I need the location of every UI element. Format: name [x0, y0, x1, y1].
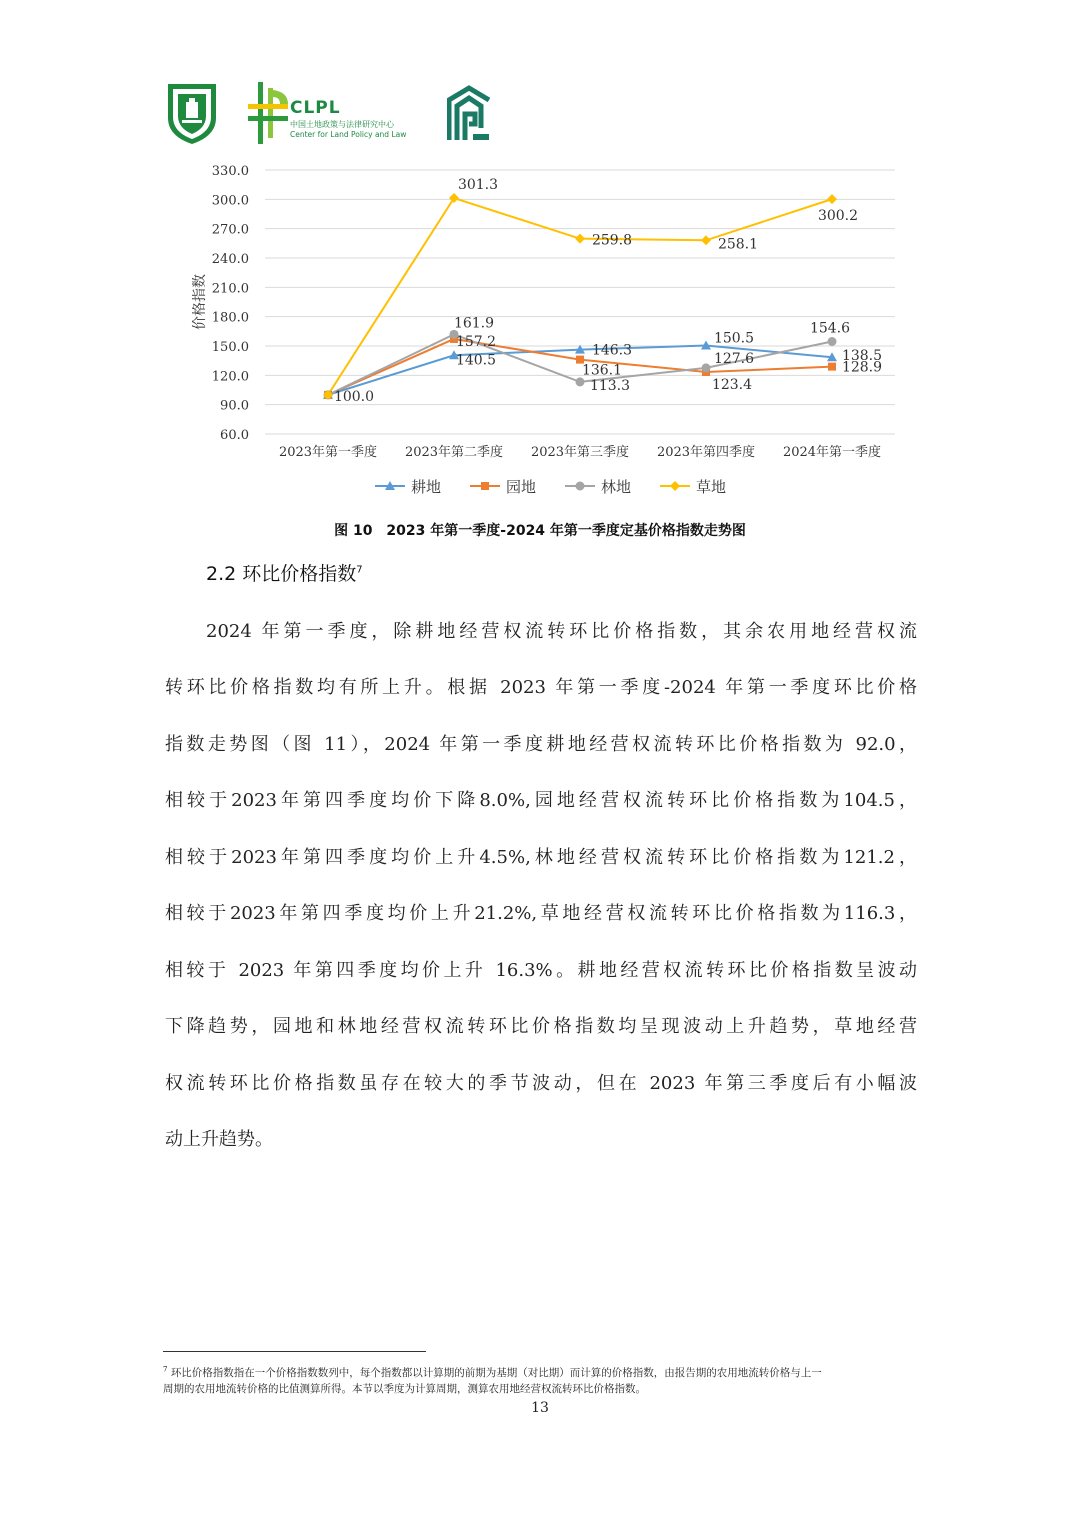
y-tick-label: 240.0 — [211, 252, 249, 267]
footnote-line-2: 周期的农用地流转价格的比值测算所得。本节以季度为计算周期，测算农用地经营权流转环比价格指数。 — [163, 1383, 646, 1395]
paragraph-line: 动上升趋势。 — [165, 1129, 273, 1150]
paragraph-line: 指数走势图（图 11），2024 年第一季度耕地经营权流转环比价格指数为 92.0， — [165, 734, 917, 755]
page-number: 13 — [531, 1400, 549, 1416]
data-label: 127.6 — [713, 350, 755, 367]
x-tick-label: 2023年第四季度 — [656, 445, 756, 460]
paragraph-line: 2024 年第一季度，除耕地经营权流转环比价格指数，其余农用地经营权流 — [206, 621, 917, 642]
data-label: 258.1 — [717, 236, 759, 253]
paragraph-line: 相较于 2023 年第四季度均价上升 16.3%。耕地经营权流转环比价格指数呈波动 — [165, 960, 917, 981]
paragraph-line: 相较于2023年第四季度均价上升4.5%,林地经营权流转环比价格指数为121.2， — [165, 847, 917, 868]
data-label: 140.5 — [455, 352, 497, 369]
header-logos — [162, 80, 502, 150]
legend-label: 耕地 — [411, 478, 442, 496]
clpl-title: CLPL — [290, 98, 341, 118]
y-tick-label: 300.0 — [211, 193, 249, 209]
clpl-subtitle-cn: 中国土地政策与法律研究中心 — [290, 120, 394, 129]
footnote-ref: 7 — [356, 564, 363, 576]
data-label: 161.9 — [453, 315, 495, 332]
clpl-logo-icon — [246, 80, 292, 146]
data-point-3-2 — [575, 234, 585, 244]
y-tick-label: 90.0 — [220, 398, 249, 414]
data-label: 100.0 — [333, 388, 375, 405]
section-heading-text: 2.2 环比价格指数 — [206, 563, 357, 585]
paragraph-line: 权流转环比价格指数虽存在较大的季节波动，但在 2023 年第三季度后有小幅波 — [165, 1073, 917, 1094]
paragraph-line: 转环比价格指数均有所上升。根据 2023 年第一季度-2024 年第一季度环比价格 — [165, 677, 917, 698]
footnote-text-1: 环比价格指数指在一个价格指数数列中，每个指数都以计算期的前期为基期（对比期）而计算的价格指数，由报告期的农用地流转价格与上一 — [170, 1367, 822, 1379]
y-tick-label: 180.0 — [211, 310, 249, 326]
x-tick-label: 2023年第一季度 — [278, 445, 378, 460]
legend-marker-3 — [670, 481, 680, 491]
x-tick-label: 2023年第三季度 — [530, 445, 630, 460]
data-point-1-4 — [828, 363, 836, 371]
institute-logo-icon — [447, 84, 491, 142]
data-label: 123.4 — [711, 377, 753, 394]
data-label: 113.3 — [589, 377, 631, 394]
data-point-2-2 — [576, 377, 585, 386]
legend-marker-1 — [481, 482, 489, 490]
chart-svg — [170, 155, 920, 510]
paragraph-line: 下降趋势，园地和林地经营权流转环比价格指数均呈现波动上升趋势，草地经营 — [165, 1016, 917, 1037]
data-point-3-1 — [449, 193, 459, 203]
legend-label: 草地 — [696, 478, 727, 496]
y-tick-label: 270.0 — [211, 222, 249, 238]
data-point-3-3 — [701, 235, 711, 245]
data-label: 157.2 — [455, 333, 497, 350]
series-line-3 — [328, 198, 832, 395]
footnote-divider — [163, 1351, 426, 1352]
paragraph-line: 相较于2023年第四季度均价上升21.2%,草地经营权流转环比价格指数为116.3， — [165, 903, 917, 924]
data-point-3-4 — [827, 194, 837, 204]
data-label: 136.1 — [581, 362, 623, 379]
paragraph-line: 相较于2023年第四季度均价下降8.0%,园地经营权流转环比价格指数为104.5， — [165, 790, 917, 811]
data-label: 300.2 — [817, 208, 859, 225]
university-emblem-icon — [164, 80, 220, 146]
y-tick-label: 210.0 — [211, 281, 249, 297]
footnote-mark: 7 — [163, 1365, 168, 1374]
line-chart — [170, 155, 920, 510]
data-label: 150.5 — [713, 330, 755, 347]
data-label: 154.6 — [809, 320, 851, 337]
y-tick-label: 150.0 — [211, 340, 249, 355]
clpl-text-block — [290, 98, 406, 139]
y-tick-label: 330.0 — [211, 164, 249, 179]
x-tick-label: 2023年第二季度 — [404, 445, 504, 460]
y-tick-label: 60.0 — [220, 428, 249, 443]
y-axis-label: 价格指数 — [192, 274, 208, 330]
data-label: 301.3 — [457, 177, 499, 194]
y-tick-label: 120.0 — [211, 369, 249, 385]
data-point-2-4 — [828, 337, 837, 346]
data-label: 146.3 — [591, 342, 633, 359]
legend-marker-2 — [576, 482, 585, 491]
figure-caption: 图 10 2023 年第一季度-2024 年第一季度定基价格指数走势图 — [334, 523, 746, 539]
legend-label: 园地 — [506, 478, 537, 496]
data-point-2-3 — [702, 363, 711, 372]
clpl-subtitle-en: Center for Land Policy and Law — [290, 130, 407, 139]
data-label: 138.5 — [841, 348, 883, 365]
data-label: 128.9 — [841, 359, 883, 376]
section-heading — [206, 559, 363, 586]
legend-label: 林地 — [601, 478, 632, 496]
x-tick-label: 2024年第一季度 — [782, 445, 882, 460]
data-label: 259.8 — [591, 232, 633, 249]
footnote-line-1 — [163, 1365, 923, 1380]
